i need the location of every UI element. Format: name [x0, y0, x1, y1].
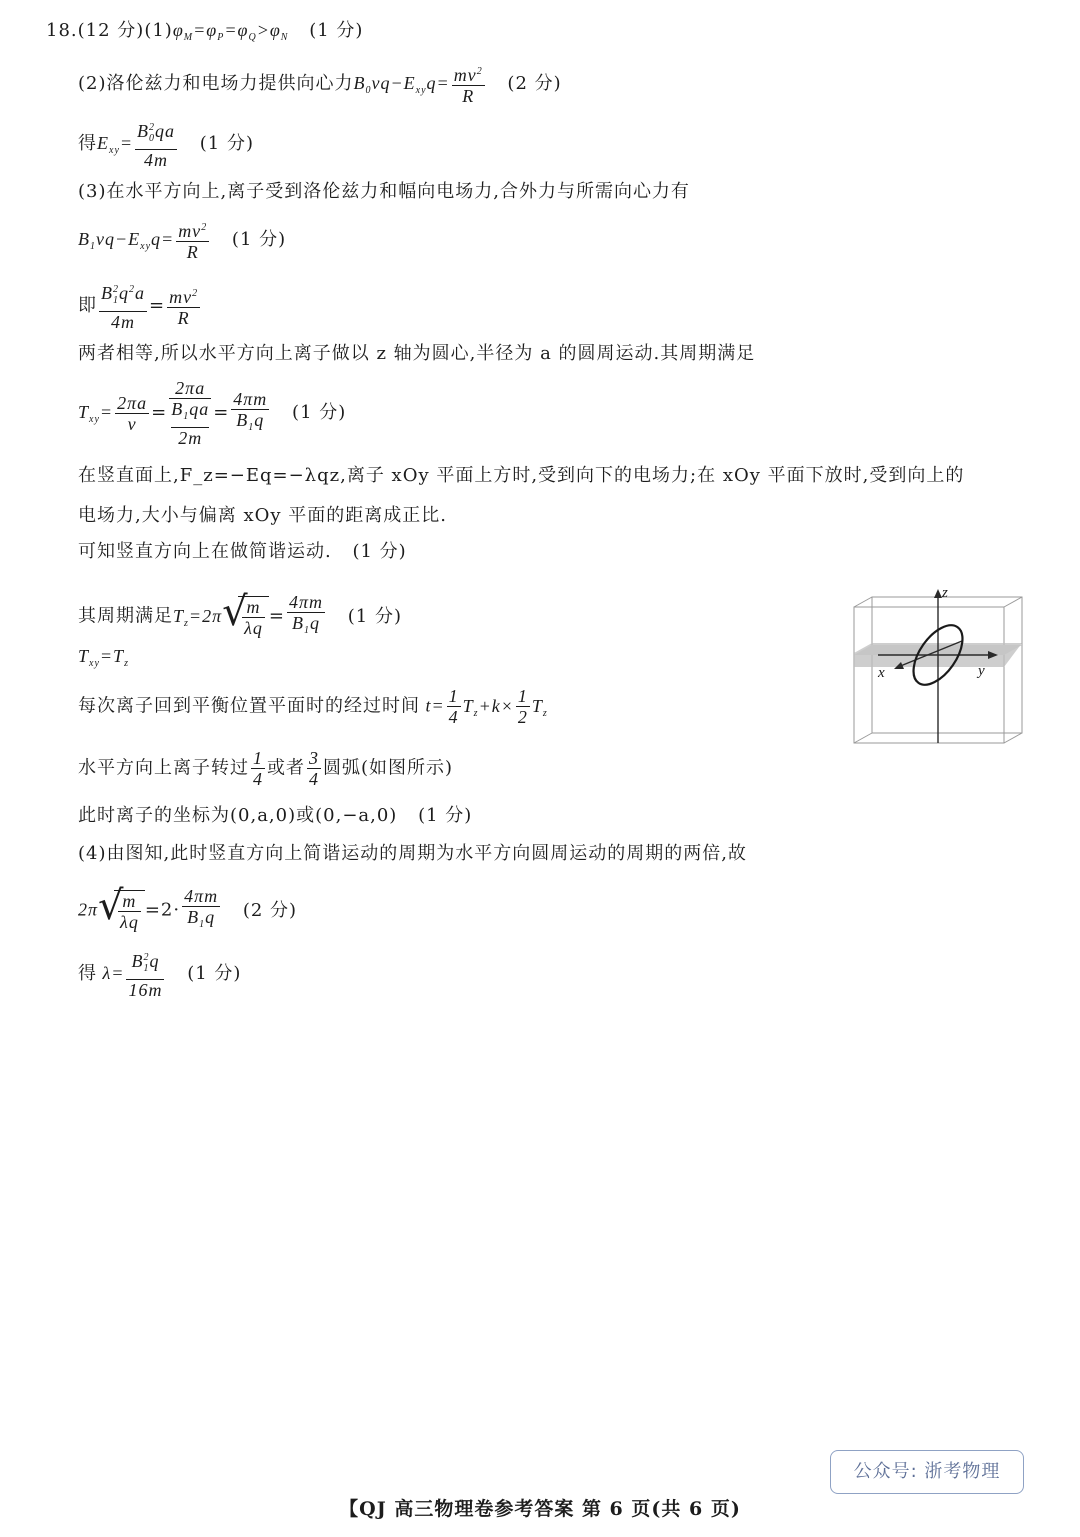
lead-de-2: 得 [78, 963, 97, 984]
part-3-vertical-2: 电场力,大小与偏离 xOy 平面的距离成正比. [78, 505, 447, 526]
label-y: y [978, 663, 985, 679]
eq-exy: $E_{xy}=$ [97, 133, 134, 156]
part-3-period-z: 其周期满足$T_z=2\pi$ √ $\frac{m}{\lambda q}$ = $\frac{4\pi m}{B_1q}$ (1 分) [78, 592, 402, 641]
part-1-label: (1) [144, 20, 173, 41]
part-2-result [78, 118, 254, 170]
score-part-2a: (2 分) [507, 73, 562, 94]
coords-text: 此时离子的坐标为(0,a,0)或(0,−a,0) [78, 805, 398, 826]
frac-b1q2a: $\frac{B^2_1q^2a}{4m}$ [99, 280, 147, 332]
frac-4pim-b1q-2: $\frac{4\pi m}{B_1q}$ [288, 592, 324, 636]
lead-de: 得 [78, 133, 97, 154]
z-arrow [934, 589, 942, 598]
part-3-coords [78, 804, 472, 828]
part-3-arc [78, 748, 453, 789]
question-score: (12 分) [77, 20, 145, 41]
part-3-circular: 两者相等,所以水平方向上离子做以 z 轴为圆心,半径为 a 的圆周运动.其周期满足 [78, 343, 756, 364]
eq-force-balance: $B_0vq-E_{xy}q=$ [353, 73, 450, 96]
score-part-3d: (1 分) [347, 605, 402, 627]
orbit-figure [848, 583, 1028, 751]
period-z-lead: 其周期满足 [78, 605, 173, 627]
part-4-intro: (4)由图知,此时竖直方向上简谐运动的周期为水平方向圆周运动的周期的两倍,故 [78, 843, 747, 864]
eq-tz: $T_z=2\pi$ [173, 605, 223, 629]
arc-lead: 水平方向上离子转过 [78, 757, 249, 779]
score-part-3e: (1 分) [418, 805, 473, 826]
part-2-text: (2)洛伦兹力和电场力提供向心力 [78, 73, 354, 94]
frac-3-4-arc: $\frac{3}{4}$ [309, 748, 319, 789]
frac-mv2-r-3: $\frac{mv^2}{R}$ [167, 284, 200, 328]
frac-4pim-b1q: $\frac{4\pi m}{B_1q}$ [233, 388, 268, 433]
score-part-1: (1 分) [309, 20, 364, 41]
part-3-time: 每次离子回到平衡位置平面时的经过时间 t= $\frac{1}{4}$ $T_z+k\times$ $\frac{1}{2}$ $T_z$ [78, 686, 548, 727]
eq-txy-equals-tz: $T_{xy}=T_z$ [78, 646, 129, 669]
part-3-eq1 [78, 218, 286, 262]
frac-2pia-v: $\frac{2\pi a}{v}$ [117, 392, 148, 434]
arc-tail: 圆弧(如图所示) [323, 757, 454, 779]
part-3-eq2: 即 $\frac{B^2_1q^2a}{4m}$ = $\frac{mv^2}{R}$ [78, 280, 202, 332]
arc-mid: 或者 [267, 757, 305, 779]
question-header [46, 18, 363, 50]
frac-1-4: $\frac{1}{4}$ [448, 686, 459, 727]
frac-exy: $\frac{B^2_0qa}{4m}$ [135, 118, 177, 170]
wechat-stamp: 公众号: 浙考物理 [830, 1450, 1024, 1494]
eq-b1: $B_1vq-E_{xy}q=$ [78, 229, 175, 252]
part-3-shm [78, 540, 407, 564]
sqrt-m-lq: √ $\frac{m}{\lambda q}$ [222, 596, 269, 638]
score-part-3c: (1 分) [352, 541, 407, 562]
shm-text: 可知竖直方向上在做简谐运动. [78, 541, 332, 562]
sqrt-m-lq-2: √ $\frac{m}{\lambda q}$ [98, 890, 145, 932]
score-part-3b: (1 分) [292, 402, 347, 423]
part-2-line [78, 62, 562, 106]
frac-mv2-r: $\frac{mv^2}{R}$ [452, 62, 485, 106]
part-3-intro: (3)在水平方向上,离子受到洛伦兹力和幅向电场力,合外力与所需向心力有 [78, 181, 690, 202]
time-lead: 每次离子回到平衡位置平面时的经过时间 [78, 695, 420, 717]
part-4-result: 得 λ= $\frac{B^2_1q}{16m}$ (1 分) [78, 948, 241, 1000]
page-footer: 【QJ 高三物理卷参考答案 第 6 页(共 6 页) [339, 1498, 741, 1520]
part-3-period-xy: $T_{xy}=$ $\frac{2\pi a}{v}$ = 2πa $B_1qa$ 2m = $\frac{4\pi m}{B_1q}$ (1 分) [78, 378, 347, 448]
label-x: x [878, 665, 885, 681]
eq-txy: $T_{xy}=$ [78, 402, 114, 425]
eq-t: t= [420, 695, 445, 716]
score-part-2b: (1 分) [199, 133, 254, 154]
score-part-3a: (1 分) [231, 229, 287, 250]
part-3-vertical-1: 在竖直面上,F_z=−Eq=−λqz,离子 xOy 平面上方时,受到向下的电场力;在 xOy 平面下放时,受到向上的 [78, 465, 965, 486]
part-4-eq: 2π √ $\frac{m}{\lambda q}$ =2· $\frac{4\pi m}{B_1q}$ (2 分) [78, 886, 297, 935]
frac-mv2-r-2: $\frac{mv^2}{R}$ [176, 218, 209, 262]
score-part-4a: (2 分) [242, 899, 298, 921]
question-number: 18. [46, 20, 78, 41]
frac-1-4-arc: $\frac{1}{4}$ [253, 748, 263, 789]
label-z: z [942, 585, 948, 601]
frac-4pim-b1q-3: $\frac{4\pi m}{B_1q}$ [184, 886, 219, 930]
potential-relation: $\varphi_M=\varphi_P=\varphi_Q>\varphi_N$ [172, 20, 289, 43]
score-part-4b: (1 分) [187, 963, 242, 984]
frac-lambda: $\frac{B^2_1q}{16m}$ [126, 948, 164, 1000]
frac-2pia-complex: 2πa $B_1qa$ 2m [171, 378, 210, 448]
lead-ji: 即 [78, 295, 97, 316]
frac-1-2: $\frac{1}{2}$ [517, 686, 528, 727]
